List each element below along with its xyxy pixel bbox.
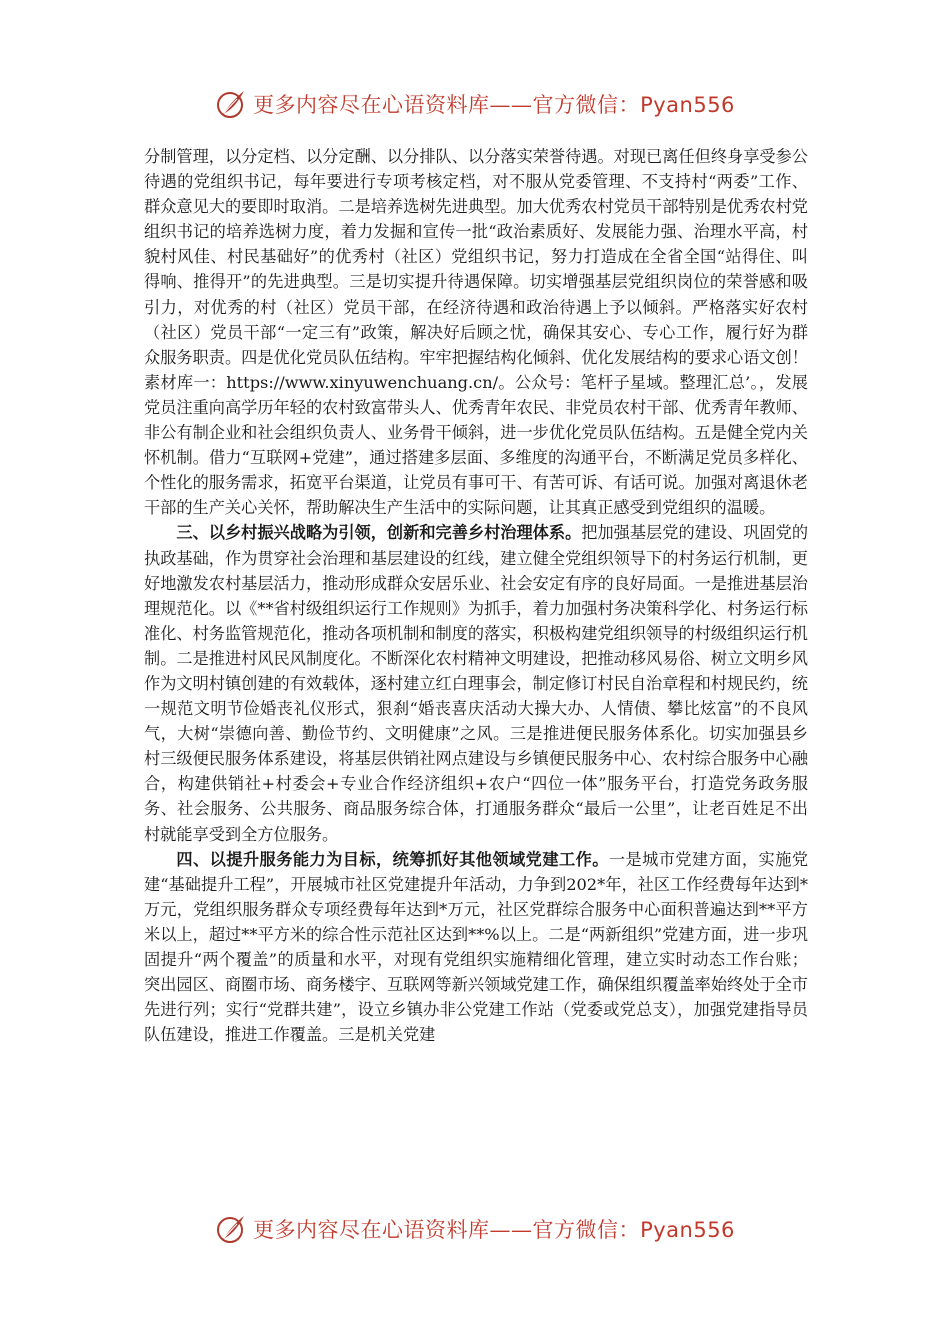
- paragraph-1: [144, 144, 808, 520]
- banner-wechat-id: Pyan556: [640, 93, 735, 117]
- paragraph-3: [144, 847, 808, 1048]
- document-body: [144, 144, 808, 1047]
- banner-text: [253, 89, 735, 119]
- banner-wechat-id: Pyan556: [640, 1218, 735, 1242]
- paragraph-2-body: 把加强基层党的建设、巩固党的执政基础，作为贯穿社会治理和基层建设的红线，建立健全党组织领导下的村务运行机制，更好地激发农村基层活力，推动形成群众安居乐业、社会安定有序的良好局面。一是推进基层治理规范化。以《**省村级组织运行工作规则》为抓手，着力加强村务决策科学化、村务运行标准化、村务监管规范化，推动各项机制和制度的落实，积极构建党组织领导的村级组织运行机制。二是推进村风民风制度化。不断深化农村精神文明建设，把推动移风易俗、树立文明乡风作为文明村镇创建的有效载体，逐村建立红白理事会，制定修订村民自治章程和村规民约，统一规范文明节俭婚丧礼仪形式，狠刹“婚丧喜庆活动大操大办、人情债、攀比炫富”的不良风气，大树“崇德向善、勤俭节约、文明健康”之风。三是推进便民服务体系化。切实加强县乡村三级便民服务体系建设，将基层供销社网点建设与乡镇便民服务中心、农村综合服务中心融合，构建供销社+村委会+专业合作经济组织+农户“四位一体”服务平台，打造党务政务服务、社会服务、公共服务、商品服务综合体，打通服务群众“最后一公里”，让老百姓足不出村就能享受到全方位服务。: [144, 523, 809, 844]
- banner-site-text: 更多内容尽在心语资料库——官方微信：: [253, 1218, 641, 1242]
- paragraph-3-heading: 四、以提升服务能力为目标，统筹抓好其他领域党建工作。: [176, 849, 609, 869]
- paragraph-2: [144, 520, 808, 846]
- paragraph-1-body: 分制管理，以分定档、以分定酬、以分排队、以分落实荣誉待遇。对现已离任但终身享受参公待遇的党组织书记，每年要进行专项考核定档，对不服从党委管理、不支持村“两委”工作、群众意见大的要即时取消。二是培养选树先进典型。加大优秀农村党员干部特别是优秀农村党组织书记的培养选树力度，着力发掘和宣传一批“政治素质好、发展能力强、治理水平高，村貌村风佳、村民基础好”的优秀村（社区）党组织书记，努力打造成在全省全国“站得住、叫得响、推得开”的先进典型。三是切实提升待遇保障。切实增强基层党组织岗位的荣誉感和吸引力，对优秀的村（社区）党员干部，在经济待遇和政治待遇上予以倾斜。严格落实好农村（社区）党员干部“一定三有”政策，解决好后顾之忧，确保其安心、专心工作，履行好为群众服务职责。四是优化党员队伍结构。牢牢把握结构化倾斜、优化发展结构的要求心语文创！素材库一：https://www.xinyuwenchuang.cn/。公众号：笔杆子星域。整理汇总’。，发展党员注重向高学历年轻的农村致富带头人、优秀青年农民、非党员农村干部、优秀青年教师、非公有制企业和社会组织负责人、业务骨干倾斜，进一步优化党员队伍结构。五是健全党内关怀机制。借力“互联网+党建”，通过搭建多层面、多维度的沟通平台，不断满足党员多样化、个性化的服务需求，拓宽平台渠道，让党员有事可干、有苦可诉、有话可说。加强对离退休老干部的生产关心关怀，帮助解决生产生活中的实际问题，让其真正感受到党组织的温暖。: [144, 147, 808, 518]
- header-banner: [0, 84, 950, 124]
- banner-text: [253, 1214, 735, 1244]
- footer-banner: [0, 1209, 950, 1249]
- paragraph-3-body: 一是城市党建方面，实施党建“基础提升工程”，开展城市社区党建提升年活动，力争到202*年，社区工作经费每年达到*万元，党组织服务群众专项经费每年达到*万元，社区党群综合服务中心面积普遍达到**平方米以上，超过**平方米的综合性示范社区达到**%以上。二是“两新组织”党建方面，进一步巩固提升“两个覆盖”的质量和水平，对现有党组织实施精细化管理，建立实时动态工作台账；突出园区、商圈市场、商务楼宇、互联网等新兴领域党建工作，确保组织覆盖率始终处于全市先进行列；实行“党群共建”，设立乡镇办非公党建工作站（党委或党总支），加强党建指导员队伍建设，推进工作覆盖。三是机关党建: [144, 849, 809, 1045]
- feather-logo-icon: [215, 1213, 247, 1245]
- banner-site-text: 更多内容尽在心语资料库——官方微信：: [253, 93, 641, 117]
- paragraph-2-heading: 三、以乡村振兴战略为引领，创新和完善乡村治理体系。: [176, 523, 582, 543]
- feather-logo-icon: [215, 88, 247, 120]
